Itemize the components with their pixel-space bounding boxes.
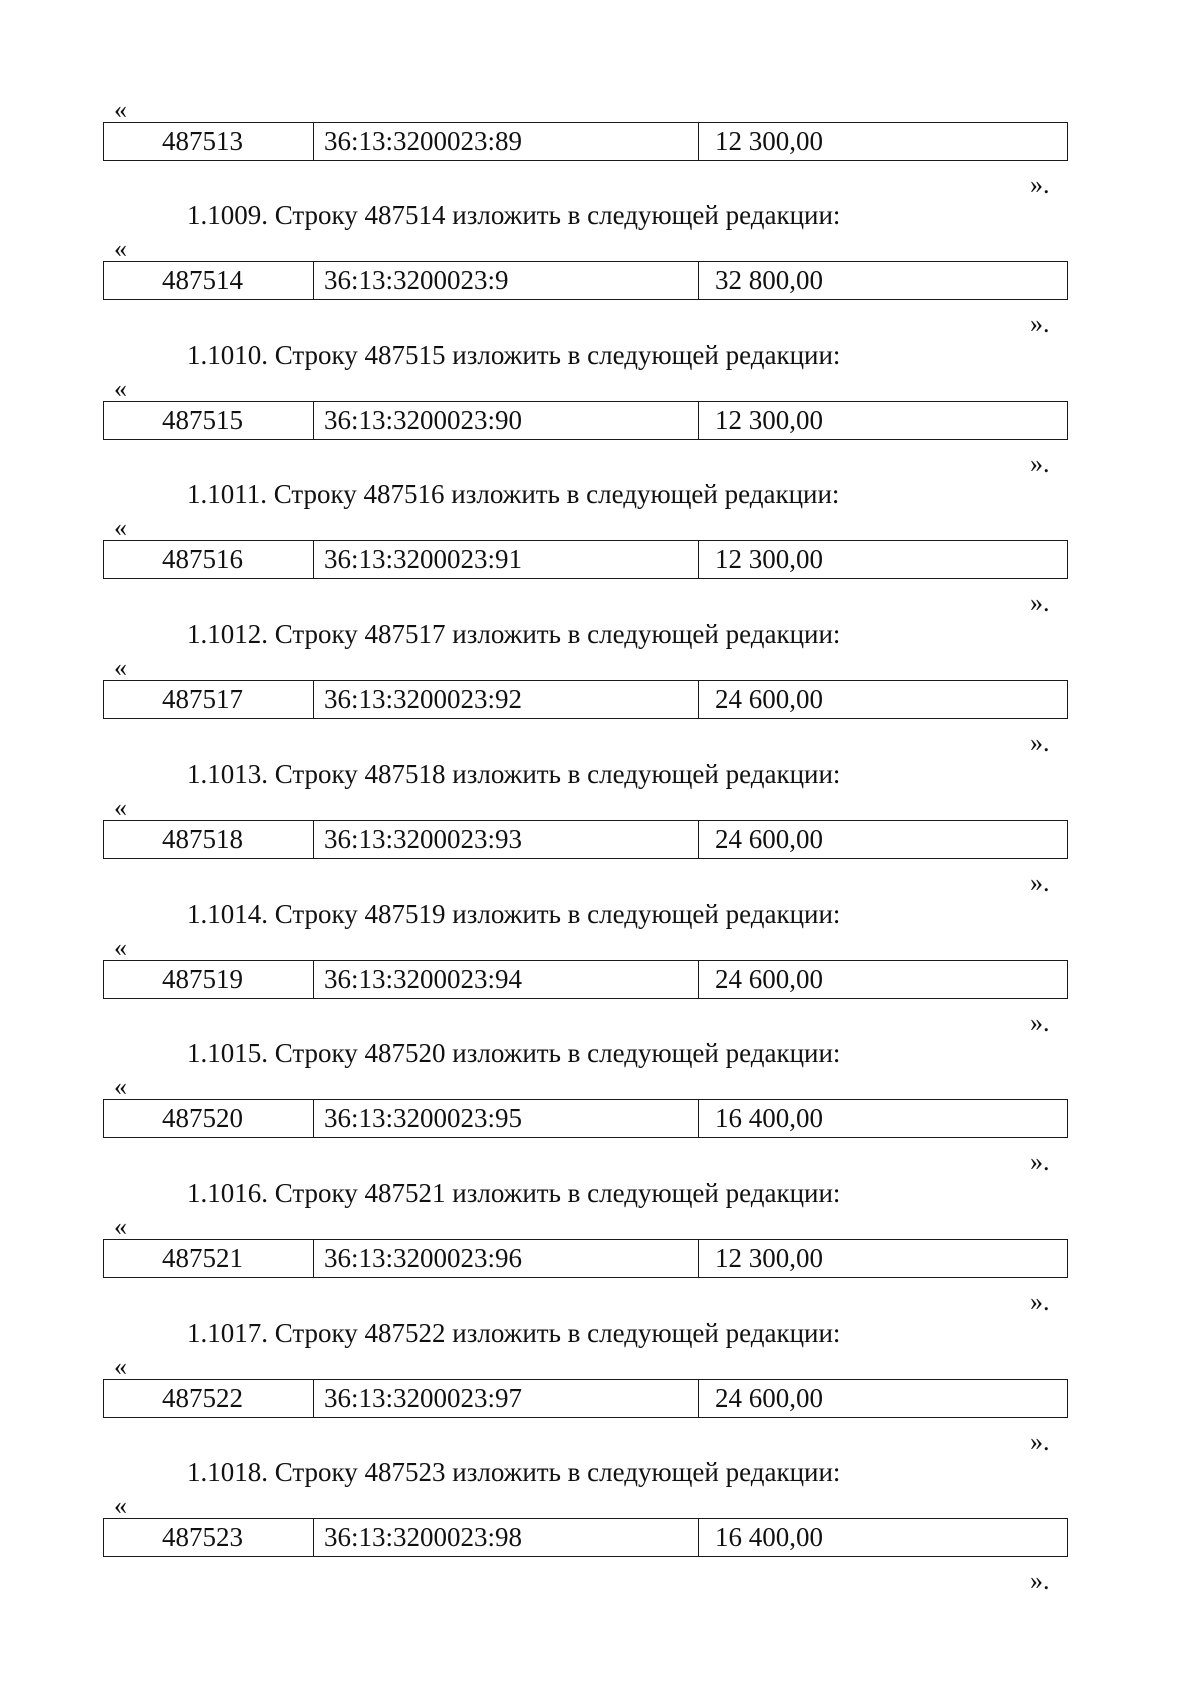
table-row	[103, 1099, 1068, 1138]
row-cadastral-number: 36:13:3200023:95	[314, 1100, 699, 1137]
row-code: 487513	[104, 123, 314, 160]
amendment-heading: 1.1014. Строку 487519 изложить в следующей редакции:	[187, 898, 841, 929]
open-quote: «	[114, 95, 127, 124]
close-quote: ».	[1030, 867, 1050, 897]
open-quote: «	[114, 932, 127, 962]
amendment-heading: 1.1011. Строку 487516 изложить в следующей редакции:	[187, 479, 840, 510]
row-value: 16 400,00	[715, 1103, 823, 1134]
open-quote: «	[114, 513, 127, 543]
amendment-heading: 1.1012. Строку 487517 изложить в следующей редакции:	[187, 619, 841, 650]
table-row	[103, 1239, 1068, 1278]
open-quote: «	[114, 792, 127, 822]
row-cadastral-number: 36:13:3200023:98	[314, 1519, 699, 1556]
open-quote: «	[114, 1351, 127, 1381]
close-quote: ».	[1030, 448, 1050, 478]
open-quote: «	[114, 1072, 127, 1102]
row-cadastral-number: 36:13:3200023:9	[314, 262, 699, 299]
open-quote: «	[114, 1491, 127, 1521]
row-cadastral-number: 36:13:3200023:94	[314, 961, 699, 998]
open-quote: «	[114, 373, 127, 403]
amendment-heading: 1.1013. Строку 487518 изложить в следующей редакции:	[187, 758, 841, 789]
close-quote: ».	[1030, 1147, 1050, 1177]
table-row	[103, 401, 1068, 440]
table-row	[103, 960, 1068, 999]
close-quote: ».	[1030, 1007, 1050, 1037]
amendment-heading: 1.1016. Строку 487521 изложить в следующей редакции:	[187, 1177, 841, 1208]
amendment-heading: 1.1017. Строку 487522 изложить в следующей редакции:	[187, 1317, 841, 1348]
open-quote: «	[114, 234, 127, 263]
row-value: 24 600,00	[715, 963, 823, 994]
table-row	[103, 540, 1068, 579]
row-value: 12 300,00	[715, 404, 823, 435]
close-quote: ».	[1030, 1426, 1050, 1456]
row-value: 24 600,00	[715, 1382, 823, 1413]
row-value: 24 600,00	[715, 684, 823, 715]
amendment-heading: 1.1018. Строку 487523 изложить в следующей редакции:	[187, 1457, 841, 1488]
row-value: 12 300,00	[715, 126, 823, 156]
row-value: 32 800,00	[715, 265, 823, 295]
row-code: 487517	[104, 681, 314, 718]
row-code: 487522	[104, 1380, 314, 1417]
row-cadastral-number: 36:13:3200023:96	[314, 1240, 699, 1277]
row-cadastral-number: 36:13:3200023:91	[314, 541, 699, 578]
row-cadastral-number: 36:13:3200023:90	[314, 402, 699, 439]
row-code: 487519	[104, 961, 314, 998]
table-row	[103, 820, 1068, 859]
row-code: 487515	[104, 402, 314, 439]
close-quote: ».	[1030, 588, 1050, 618]
row-cadastral-number: 36:13:3200023:92	[314, 681, 699, 718]
row-cadastral-number: 36:13:3200023:97	[314, 1380, 699, 1417]
amendment-heading: 1.1015. Строку 487520 изложить в следующей редакции:	[187, 1038, 841, 1069]
row-code: 487520	[104, 1100, 314, 1137]
amendment-heading: 1.1010. Строку 487515 изложить в следующей редакции:	[187, 339, 841, 370]
amendment-heading: 1.1009. Строку 487514 изложить в следующей редакции:	[187, 200, 841, 230]
row-cadastral-number: 36:13:3200023:93	[314, 821, 699, 858]
open-quote: «	[114, 653, 127, 683]
close-quote: ».	[1030, 1286, 1050, 1316]
row-value: 16 400,00	[715, 1522, 823, 1553]
close-quote: ».	[1030, 728, 1050, 758]
table-row	[103, 1518, 1068, 1557]
row-cadastral-number: 36:13:3200023:89	[314, 123, 699, 160]
row-code: 487516	[104, 541, 314, 578]
table-row	[103, 122, 1068, 161]
close-quote: ».	[1030, 309, 1050, 338]
row-code: 487521	[104, 1240, 314, 1277]
row-code: 487514	[104, 262, 314, 299]
close-quote: ».	[1030, 170, 1050, 199]
table-row	[103, 261, 1068, 300]
close-quote: ».	[1030, 1566, 1050, 1596]
row-value: 12 300,00	[715, 544, 823, 575]
row-value: 12 300,00	[715, 1242, 823, 1273]
row-code: 487523	[104, 1519, 314, 1556]
table-row	[103, 1379, 1068, 1418]
row-code: 487518	[104, 821, 314, 858]
open-quote: «	[114, 1211, 127, 1241]
table-row	[103, 680, 1068, 719]
row-value: 24 600,00	[715, 823, 823, 854]
